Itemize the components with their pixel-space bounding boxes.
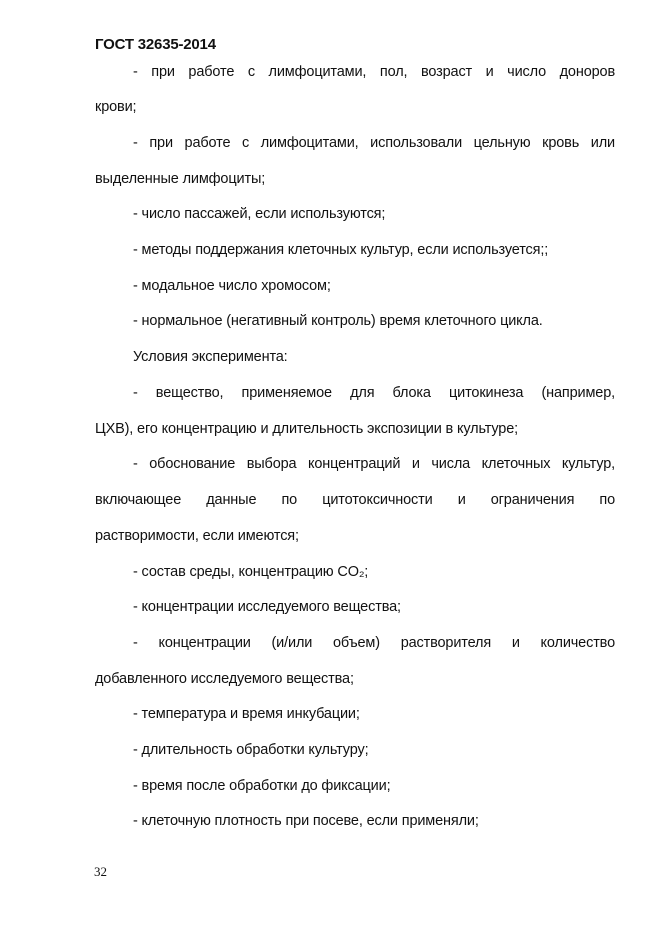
section-label: Условия эксперимента: (133, 349, 288, 365)
text-line: ЦХВ), его концентрацию и длительность экспозиции в культуре; (95, 421, 519, 437)
text-line: - модальное число хромосом; (133, 278, 331, 294)
page-number: 32 (94, 864, 107, 879)
text-line: включающее данные по цитотоксичности и ограничения по (95, 492, 615, 508)
text-line: - при работе с лимфоцитами, пол, возраст и число доноров (133, 64, 615, 80)
text-line: - нормальное (негативный контроль) время клеточного цикла. (133, 313, 543, 329)
text-line: - вещество, применяемое для блока цитокинеза (например, (133, 385, 615, 401)
text-line: крови; (95, 99, 137, 115)
text-line: - число пассажей, если используются; (133, 206, 386, 222)
text-line: - длительность обработки культуру; (133, 742, 369, 758)
text-line: - обоснование выбора концентраций и числа клеточных культур, (133, 456, 615, 472)
text-line: - состав среды, концентрацию CO₂; (133, 564, 369, 580)
text-line: растворимости, если имеются; (95, 528, 299, 544)
text-line: добавленного исследуемого вещества; (95, 671, 354, 687)
text-line: выделенные лимфоциты; (95, 171, 266, 187)
text-line: - время после обработки до фиксации; (133, 778, 391, 794)
document-header: ГОСТ 32635-2014 (95, 36, 216, 53)
text-line: - при работе с лимфоцитами, использовали цельную кровь или (133, 135, 615, 151)
text-line: - клеточную плотность при посеве, если применяли; (133, 813, 479, 829)
text-line: - концентрации (и/или объем) растворителя и количество (133, 635, 615, 651)
text-line: - температура и время инкубации; (133, 706, 360, 722)
text-line: - концентрации исследуемого вещества; (133, 599, 401, 615)
text-line: - методы поддержания клеточных культур, если используется;; (133, 242, 549, 258)
